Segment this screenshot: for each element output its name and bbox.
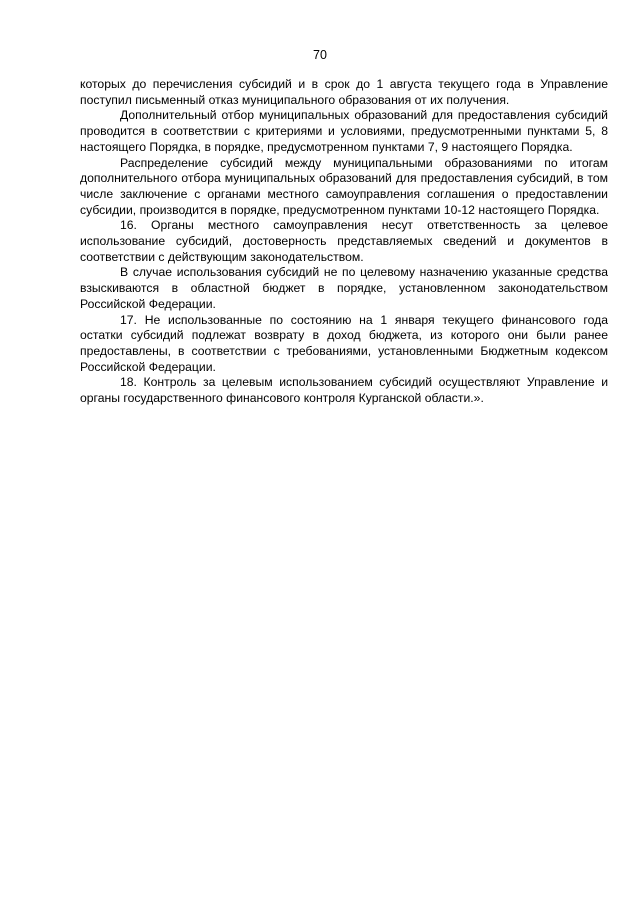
paragraph-clause-18: 18. Контроль за целевым использованием субсидий осуществляют Управление и органы государственного финансового контроля Курганской области.». (80, 375, 608, 406)
page-number: 70 (313, 48, 327, 62)
paragraph-clause-17: 17. Не использованные по состоянию на 1 января текущего финансового года остатки субсидий подлежат возврату в доход бюджета, из которого они были ранее предоставлены, в соответствии с требованиями, установленными Бюджетным кодексом Российской Федерации. (80, 312, 608, 374)
paragraph-additional-selection: Дополнительный отбор муниципальных образований для предоставления субсидий проводится в соответствии с критериями и условиями, предусмотренными пунктами 5, 8 настоящего Порядка, в порядке, предусмотренном пунктами 7, 9 настоящего Порядка. (80, 108, 608, 154)
paragraph-misuse: В случае использования субсидий не по целевому назначению указанные средства взыскиваются в областной бюджет в порядке, установленном законодательством Российской Федерации. (80, 265, 608, 311)
paragraph-distribution: Распределение субсидий между муниципальными образованиями по итогам дополнительного отбора муниципальных образований для предоставления субсидий, в том числе заключение с органами местного самоуправления соглашения о предоставлении субсидии, производится в порядке, предусмотренном пунктами 10-12 настоящего Порядка. (80, 155, 608, 217)
paragraph-continuation: которых до перечисления субсидий и в срок до 1 августа текущего года в Управление поступил письменный отказ муниципального образования от их получения. (80, 77, 608, 107)
paragraph-clause-16: 16. Органы местного самоуправления несут ответственность за целевое использование субсидий, достоверность представляемых сведений и документов в соответствии с действующим законодательством. (80, 218, 608, 264)
document-body (80, 77, 608, 407)
